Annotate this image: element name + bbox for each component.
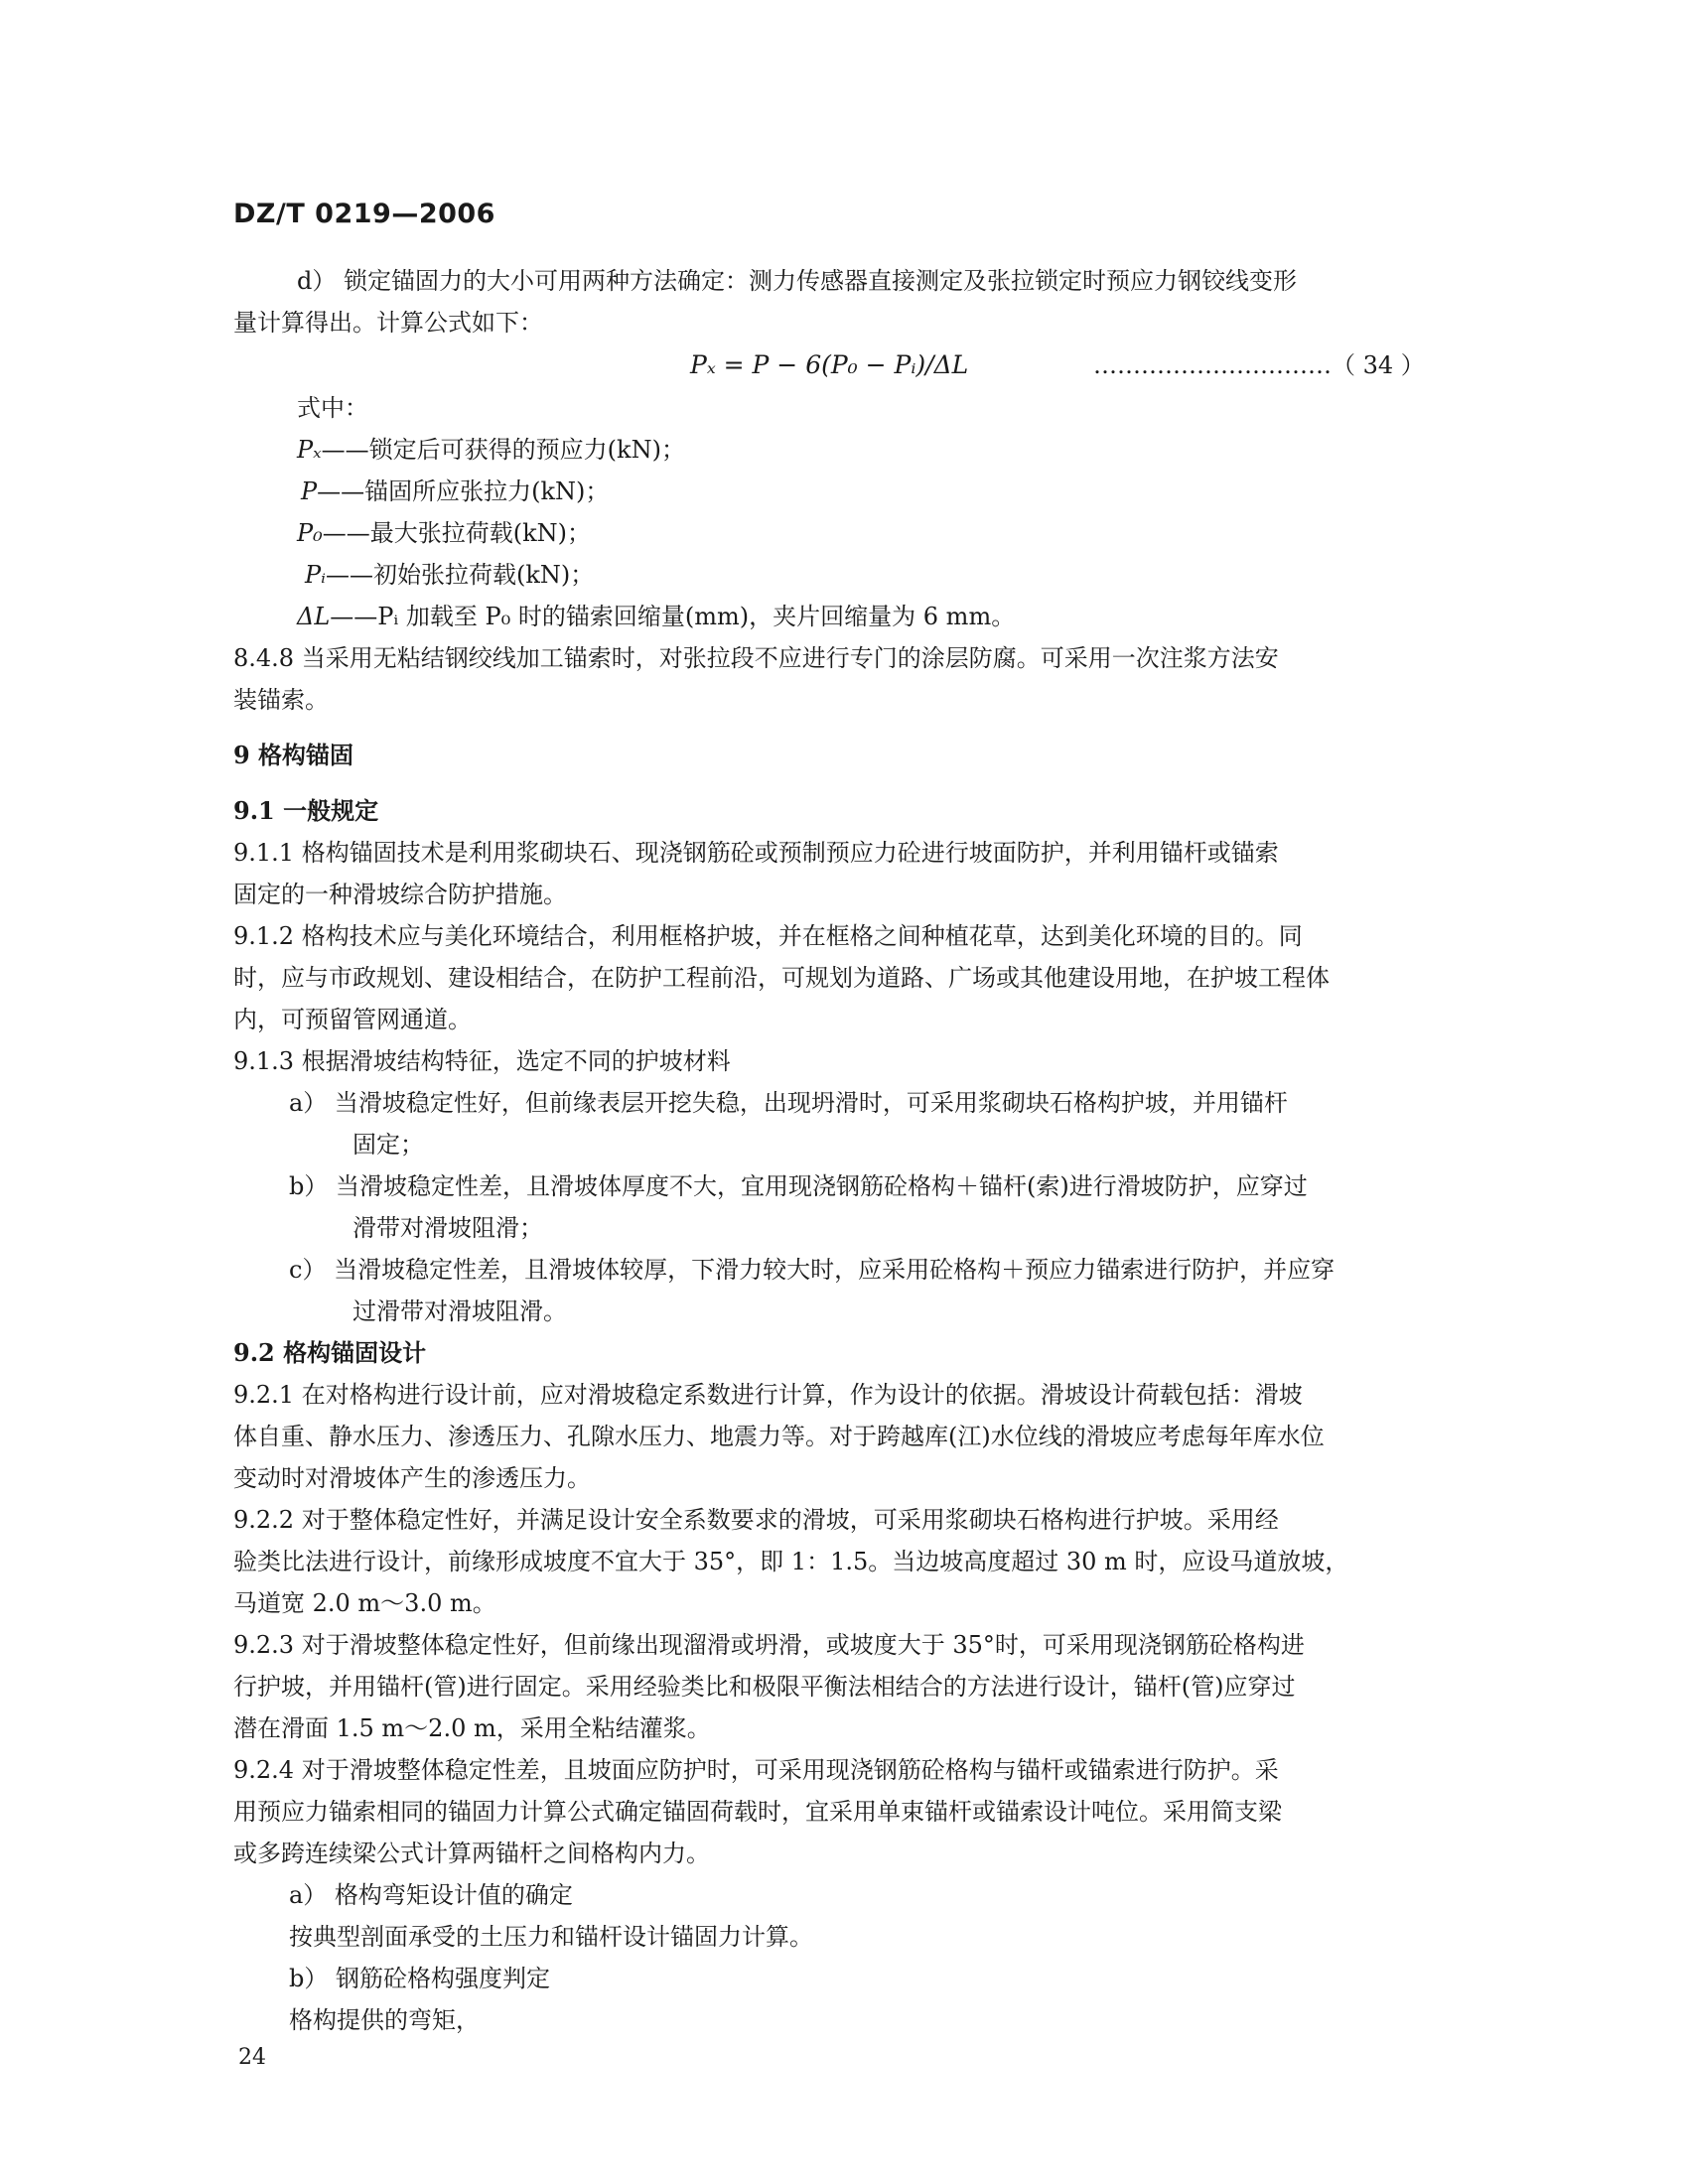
formula-number: …………………………（ 34 ） xyxy=(1093,351,1425,379)
clause-8-4-8-line-2: 装锚索。 xyxy=(233,686,329,714)
variable-definition xyxy=(233,596,1433,637)
clause-9-2-2-line-3: 马道宽 2.0 m～3.0 m。 xyxy=(233,1589,496,1617)
variable-symbol: Pₓ xyxy=(297,436,322,464)
clause-8-4-8-line-1: 8.4.8 当采用无粘结钢绞线加工锚索时，对张拉段不应进行专门的涂层防腐。可采用一次注浆方法安 xyxy=(233,644,1279,672)
formula-expression: Pₓ = P − 6(P₀ − Pᵢ)/ΔL xyxy=(690,350,969,379)
variable-symbol: Pᵢ xyxy=(305,561,326,589)
variable-symbol: P xyxy=(301,478,318,505)
clause-9-2-2-line-1: 9.2.2 对于整体稳定性好，并满足设计安全系数要求的滑坡，可采用浆砌块石格构进行护坡。采用经 xyxy=(233,1506,1279,1534)
variable-description: ——锚固所应张拉力(kN)； xyxy=(317,478,610,505)
variable-symbol: P₀ xyxy=(297,519,323,547)
page-number: 24 xyxy=(238,2045,266,2070)
clause-9-1-3: 9.1.3 根据滑坡结构特征，选定不同的护坡材料 xyxy=(233,1047,731,1075)
clause-9-1-3-a-line-2: 固定； xyxy=(352,1131,424,1159)
clause-9-2-1-line-2: 体自重、静水压力、渗透压力、孔隙水压力、地震力等。对于跨越库(江)水位线的滑坡应考虑每年库水位 xyxy=(233,1423,1325,1450)
clause-9-2-3-line-3: 潜在滑面 1.5 m～2.0 m，采用全粘结灌浆。 xyxy=(233,1714,711,1742)
clause-9-2-1-line-1: 9.2.1 在对格构进行设计前，应对滑坡稳定系数进行计算，作为设计的依据。滑坡设计荷载包括：滑坡 xyxy=(233,1381,1303,1409)
clause-9-2-4-a-title: a） 格构弯矩设计值的确定 xyxy=(289,1881,573,1909)
variable-description: ——最大张拉荷载(kN)； xyxy=(322,519,592,547)
clause-9-2-1-line-3: 变动时对滑坡体产生的渗透压力。 xyxy=(233,1464,591,1492)
clause-9-1-3-c-line-1: c） 当滑坡稳定性差，且滑坡体较厚，下滑力较大时，应采用砼格构＋预应力锚索进行防护，并应穿 xyxy=(289,1256,1336,1284)
clause-9-2-3-line-1: 9.2.3 对于滑坡整体稳定性好，但前缘出现溜滑或坍滑，或坡度大于 35°时，可采用现浇钢筋砼格构进 xyxy=(233,1631,1305,1659)
standard-code-header: DZ/T 0219—2006 xyxy=(233,199,495,229)
clause-9-2-4-b-text: 格构提供的弯矩， xyxy=(289,2006,480,2034)
clause-9-1-2-line-3: 内，可预留管网通道。 xyxy=(233,1006,472,1033)
variable-symbol: ΔL xyxy=(297,603,331,630)
variable-description: ——Pᵢ 加载至 P₀ 时的锚索回缩量(mm)，夹片回缩量为 6 mm。 xyxy=(330,603,1016,630)
item-d-line-2: 量计算得出。计算公式如下： xyxy=(233,309,543,337)
page-content xyxy=(233,260,1433,2041)
chapter-9-title: 9 格构锚固 xyxy=(233,741,354,769)
where-label: 式中： xyxy=(297,394,368,422)
formula-34 xyxy=(233,343,1433,387)
clause-9-2-2-line-2: 验类比法进行设计，前缘形成坡度不宜大于 35°，即 1：1.5。当边坡高度超过 30 m 时，应设马道放坡， xyxy=(233,1548,1349,1575)
clause-9-2-4-b-title: b） 钢筋砼格构强度判定 xyxy=(289,1965,550,1992)
clause-9-1-1-line-2: 固定的一种滑坡综合防护措施。 xyxy=(233,881,567,908)
item-d-line-1: d） 锁定锚固力的大小可用两种方法确定：测力传感器直接测定及张拉锁定时预应力钢铰线变形 xyxy=(297,267,1297,295)
clause-9-1-2-line-1: 9.1.2 格构技术应与美化环境结合，利用框格护坡，并在框格之间种植花草，达到美化环境的目的。同 xyxy=(233,922,1303,950)
clause-9-1-3-c-line-2: 过滑带对滑坡阻滑。 xyxy=(352,1297,567,1325)
clause-9-2-3-line-2: 行护坡，并用锚杆(管)进行固定。采用经验类比和极限平衡法相结合的方法进行设计，锚杆(管)应穿过 xyxy=(233,1673,1296,1701)
variable-definition xyxy=(233,554,1433,596)
clause-9-2-4-a-text: 按典型剖面承受的土压力和锚杆设计锚固力计算。 xyxy=(289,1923,813,1951)
variable-definition xyxy=(233,471,1433,512)
clause-9-1-1-line-1: 9.1.1 格构锚固技术是利用浆砌块石、现浇钢筋砼或预制预应力砼进行坡面防护，并利用锚杆或锚索 xyxy=(233,839,1279,867)
variable-definition xyxy=(233,429,1433,471)
clause-9-2-4-line-1: 9.2.4 对于滑坡整体稳定性差，且坡面应防护时，可采用现浇钢筋砼格构与锚杆或锚索进行防护。采 xyxy=(233,1756,1279,1784)
variable-description: ——初始张拉荷载(kN)； xyxy=(325,561,595,589)
clause-9-2-4-line-3: 或多跨连续梁公式计算两锚杆之间格构内力。 xyxy=(233,1840,710,1867)
variable-definition xyxy=(233,512,1433,554)
clause-9-1-3-a-line-1: a） 当滑坡稳定性好，但前缘表层开挖失稳，出现坍滑时，可采用浆砌块石格构护坡，并用锚杆 xyxy=(289,1089,1288,1117)
clause-9-1-3-b-line-2: 滑带对滑坡阻滑； xyxy=(352,1214,543,1242)
section-9-1-title: 9.1 一般规定 xyxy=(233,796,379,825)
clause-9-1-3-b-line-1: b） 当滑坡稳定性差，且滑坡体厚度不大，宜用现浇钢筋砼格构＋锚杆(索)进行滑坡防护，应穿过 xyxy=(289,1172,1308,1200)
section-9-2-title: 9.2 格构锚固设计 xyxy=(233,1338,427,1367)
clause-9-1-2-line-2: 时，应与市政规划、建设相结合，在防护工程前沿，可规划为道路、广场或其他建设用地，在护坡工程体 xyxy=(233,964,1330,992)
clause-9-2-4-line-2: 用预应力锚索相同的锚固力计算公式确定锚固荷载时，宜采用单束锚杆或锚索设计吨位。采用简支梁 xyxy=(233,1798,1282,1826)
variable-description: ——锁定后可获得的预应力(kN)； xyxy=(321,436,685,464)
